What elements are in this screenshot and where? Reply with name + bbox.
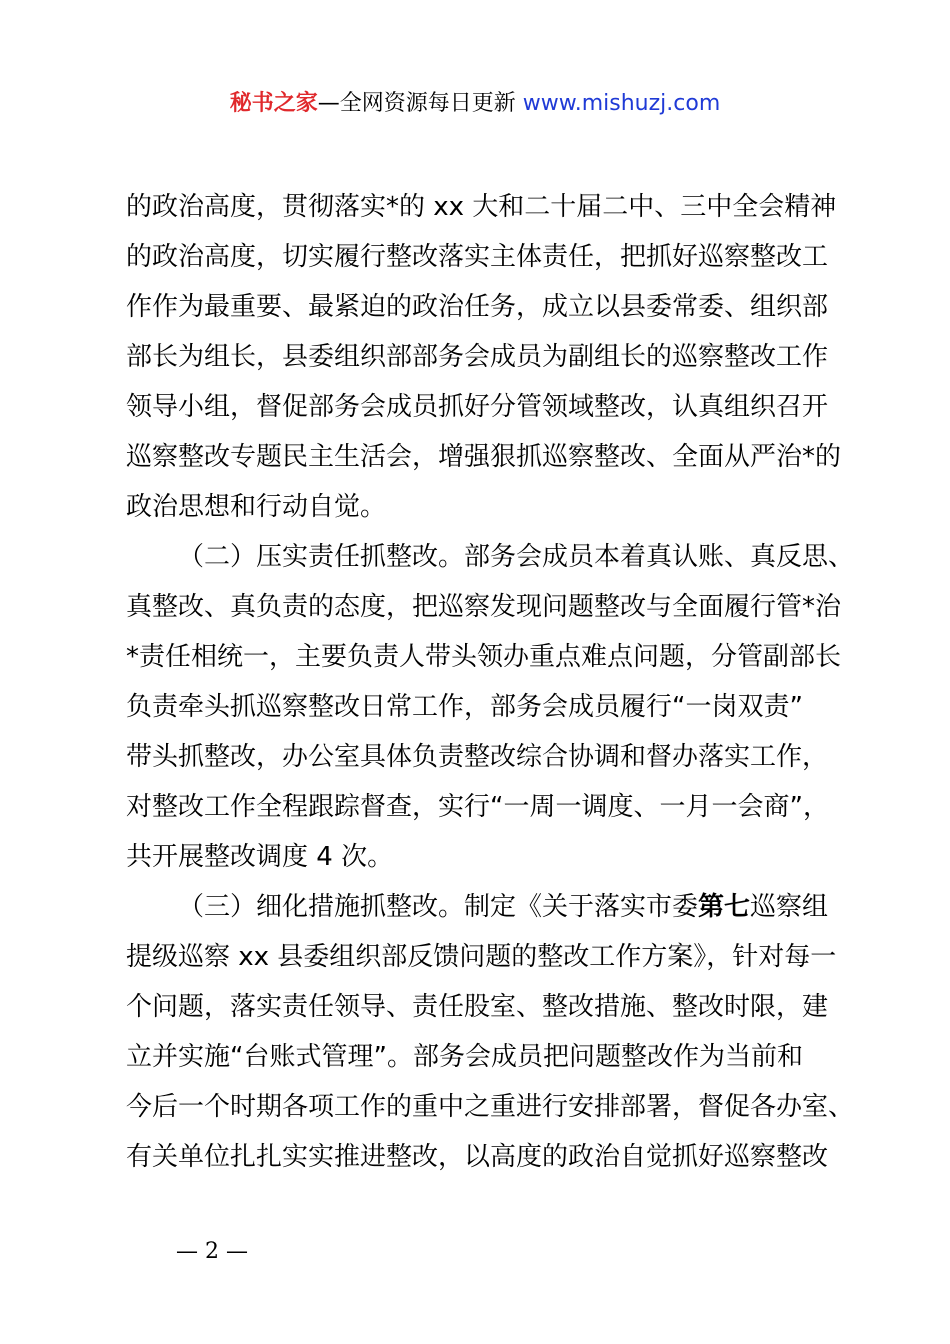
heading-3-bold-text: 第七 bbox=[698, 892, 751, 922]
body-line: 立并实施“台账式管理”。部务会成员把问题整改作为当前和 bbox=[126, 1042, 803, 1072]
body-line: 巡察整改专题民主生活会，增强狠抓巡察整改、全面从严治*的 bbox=[126, 442, 842, 472]
body-line: 对整改工作全程跟踪督查，实行“一周一调度、一月一会商”， bbox=[126, 792, 829, 822]
body-line: 真整改、真负责的态度，把巡察发现问题整改与全面履行管*治 bbox=[126, 592, 842, 622]
body-line: 政治思想和行动自觉。 bbox=[126, 492, 387, 522]
body-line: 的政治高度，贯彻落实*的 xx 大和二十届二中、三中全会精神 bbox=[126, 192, 837, 222]
brand-name: 秘书之家 bbox=[229, 91, 318, 116]
body-line: 有关单位扎扎实实推进整改，以高度的政治自觉抓好巡察整改 bbox=[126, 1142, 829, 1172]
body-line: 作作为最重要、最紧迫的政治任务，成立以县委常委、组织部 bbox=[126, 292, 829, 322]
heading-3-text-after: 巡察组 bbox=[750, 892, 829, 922]
body-line: 的政治高度，切实履行整改落实主体责任，把抓好巡察整改工 bbox=[126, 242, 829, 272]
body-line: 提级巡察 xx 县委组织部反馈问题的整改工作方案》，针对每一 bbox=[126, 942, 837, 972]
section-heading-3 bbox=[126, 882, 846, 932]
site-header bbox=[0, 88, 950, 120]
section-heading-2: （二）压实责任抓整改。部务会成员本着真认账、真反思、 bbox=[178, 542, 855, 572]
body-line: 今后一个时期各项工作的重中之重进行安排部署，督促各办室、 bbox=[126, 1092, 855, 1122]
tagline: —全网资源每日更新 bbox=[317, 91, 523, 116]
body-line: 负责牵头抓巡察整改日常工作，部务会成员履行“一岗双责” bbox=[126, 692, 803, 722]
body-line: 共开展整改调度 4 次。 bbox=[126, 842, 394, 872]
body-line: 领导小组，督促部务会成员抓好分管领域整改，认真组织召开 bbox=[126, 392, 829, 422]
heading-3-text-before: （三）细化措施抓整改。制定《关于落实市委 bbox=[178, 892, 699, 922]
document-body bbox=[126, 182, 855, 1182]
body-line: *责任相统一，主要负责人带头领办重点难点问题，分管副部长 bbox=[126, 642, 842, 672]
site-url[interactable]: www.mishuzj.com bbox=[522, 91, 721, 116]
body-line: 带头抓整改，办公室具体负责整改综合协调和督办落实工作， bbox=[126, 742, 829, 772]
body-line: 个问题，落实责任领导、责任股室、整改措施、整改时限，建 bbox=[126, 992, 829, 1022]
page-number: — 2 — bbox=[176, 1239, 248, 1264]
body-line: 部长为组长，县委组织部部务会成员为副组长的巡察整改工作 bbox=[126, 342, 829, 372]
